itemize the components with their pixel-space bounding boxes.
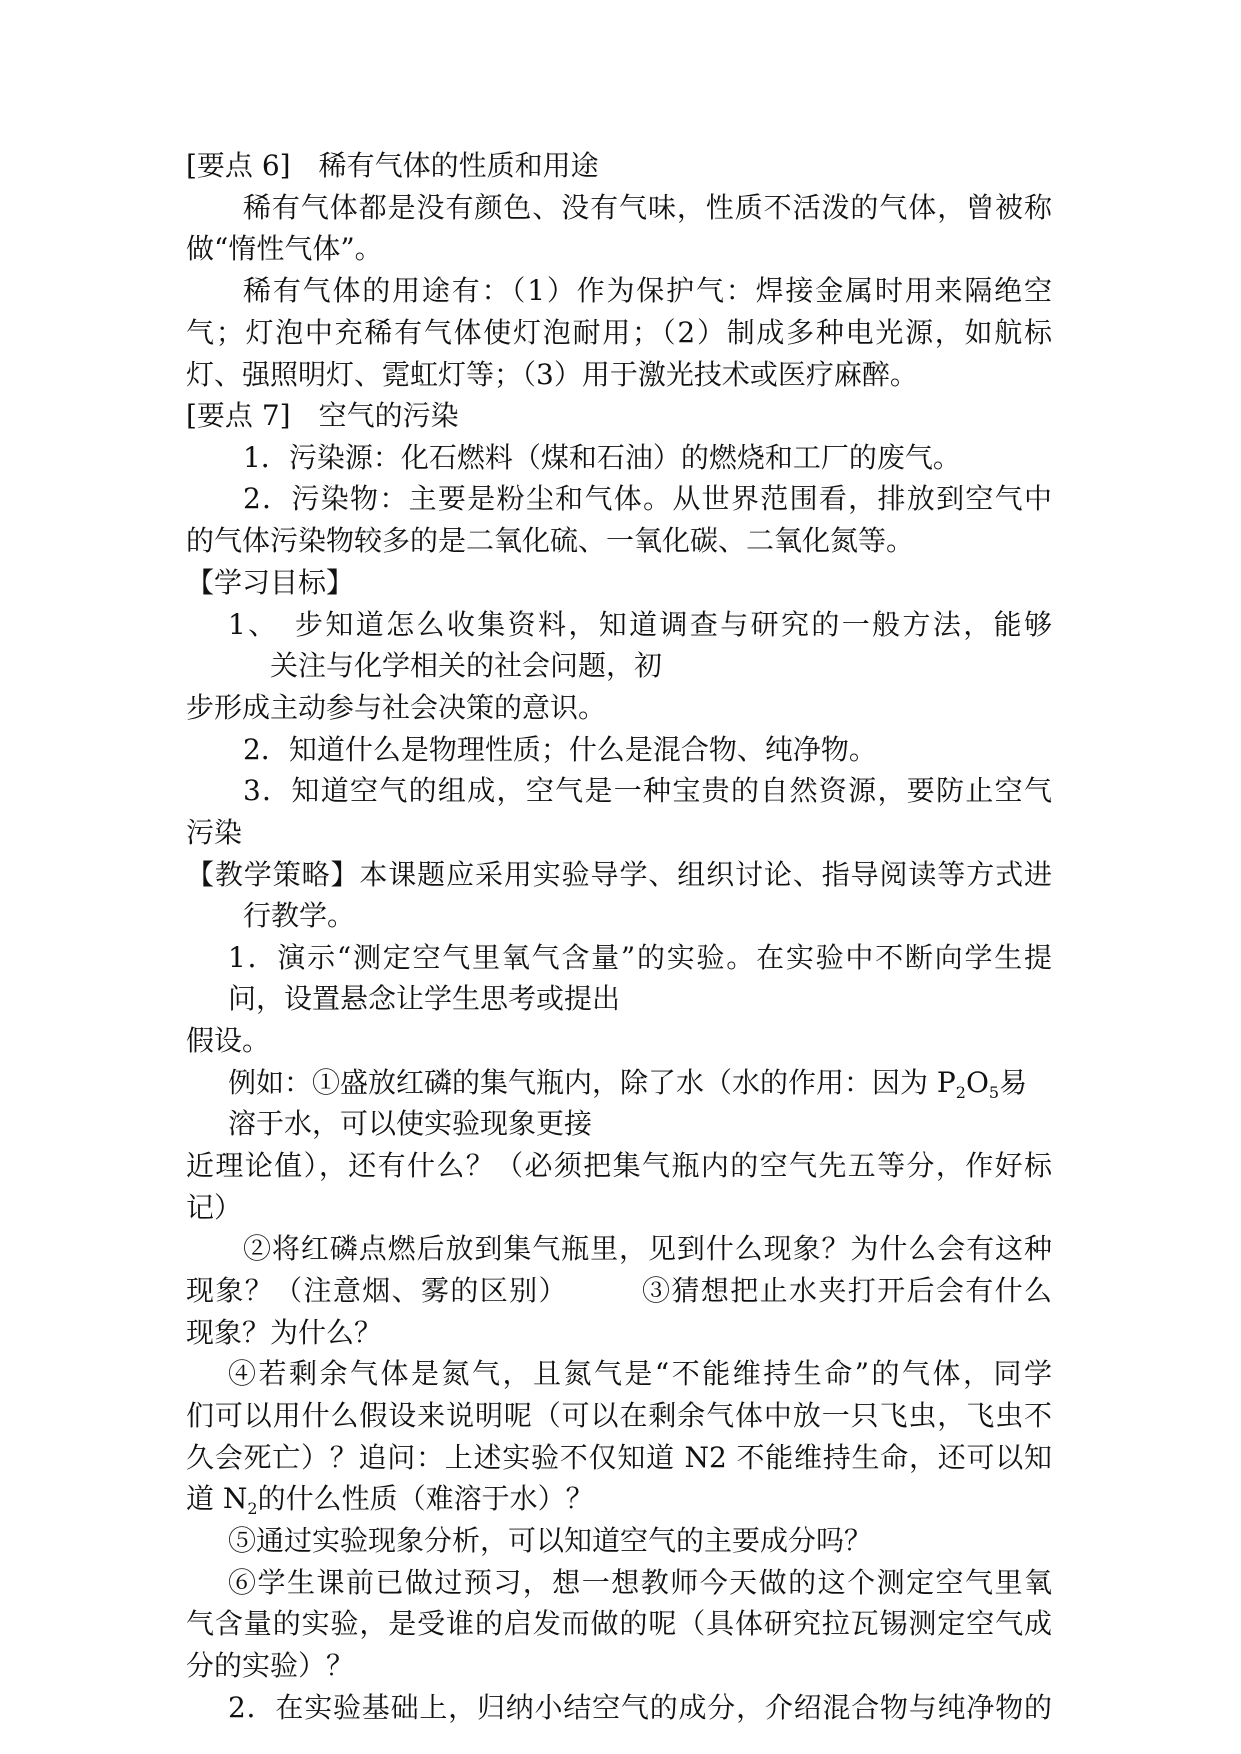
- paragraph-line: 2．在实验基础上，归纳小结空气的成分，介绍混合物与纯净物的: [228, 1691, 1052, 1724]
- paragraph-line: 气；灯泡中充稀有气体使灯泡耐用；（2）制成多种电光源，如航标: [186, 316, 1052, 349]
- paragraph-line: ⑥学生课前已做过预习，想一想教师今天做的这个测定空气里氧: [228, 1566, 1052, 1599]
- list-item-continuation: 关注与化学相关的社会问题，初: [270, 649, 663, 682]
- paragraph-line: 溶于水，可以使实验现象更接: [228, 1107, 593, 1140]
- list-item: 1、 步知道怎么收集资料，知道调查与研究的一般方法，能够: [228, 608, 1052, 641]
- paragraph-line-with-formula: 例如：①盛放红磷的集气瓶内，除了水（水的作用：因为 $P_2O_5$易: [228, 1066, 1028, 1102]
- paragraph-line: 1．污染源：化石燃料（煤和石油）的燃烧和工厂的废气。: [243, 441, 961, 474]
- paragraph-line: 近理论值），还有什么？（必须把集气瓶内的空气先五等分，作好标: [186, 1149, 1052, 1182]
- paragraph-line: 问，设置悬念让学生思考或提出: [228, 982, 621, 1015]
- heading-key-point-6: [要点 6] 稀有气体的性质和用途: [186, 149, 599, 182]
- paragraph-line: ⑤通过实验现象分析，可以知道空气的主要成分吗？: [228, 1524, 873, 1557]
- list-item-continuation: 污染: [186, 816, 243, 849]
- paragraph-line: 记）: [186, 1191, 243, 1224]
- paragraph-line: 分的实验）？: [186, 1649, 355, 1682]
- paragraph-line: 行教学。: [243, 899, 356, 932]
- paragraph-line: ④若剩余气体是氮气，且氮气是“不能维持生命”的气体，同学: [228, 1357, 1052, 1390]
- paragraph-line: 做“惰性气体”。: [186, 232, 383, 265]
- paragraph-line: 1．演示“测定空气里氧气含量”的实验。在实验中不断向学生提: [228, 941, 1052, 974]
- list-item: 3．知道空气的组成，空气是一种宝贵的自然资源，要防止空气: [243, 774, 1052, 807]
- paragraph-line: 久会死亡）？追问：上述实验不仅知道 N2 不能维持生命，还可以知: [186, 1441, 1052, 1474]
- paragraph-line: 灯、强照明灯、霓虹灯等；（3）用于激光技术或医疗麻醉。: [186, 358, 918, 391]
- section-heading-learning-goals: 【学习目标】: [186, 566, 355, 599]
- heading-key-point-7: [要点 7] 空气的污染: [186, 399, 459, 432]
- paragraph-line-with-formula: 道 $N_2$的什么性质（难溶于水）？: [186, 1482, 594, 1518]
- section-heading-teaching-strategy: 【教学策略】本课题应采用实验导学、组织讨论、指导阅读等方式进: [186, 858, 1052, 891]
- paragraph-line: 稀有气体都是没有颜色、没有气味，性质不活泼的气体，曾被称: [243, 191, 1052, 224]
- paragraph-line: 气含量的实验，是受谁的启发而做的呢（具体研究拉瓦锡测定空气成: [186, 1607, 1052, 1640]
- paragraph-line: 假设。: [186, 1024, 271, 1057]
- paragraph-line: 现象？为什么？: [186, 1316, 383, 1349]
- paragraph-line: ②将红磷点燃后放到集气瓶里，见到什么现象？为什么会有这种: [243, 1232, 1052, 1265]
- paragraph-line: 现象？（注意烟、雾的区别） ③猜想把止水夹打开后会有什么: [186, 1274, 1052, 1307]
- paragraph-line: 的气体污染物较多的是二氧化硫、一氧化碳、二氧化氮等。: [186, 524, 915, 557]
- paragraph-line: 们可以用什么假设来说明呢（可以在剩余气体中放一只飞虫，飞虫不: [186, 1399, 1052, 1432]
- paragraph-line: 2．污染物：主要是粉尘和气体。从世界范围看，排放到空气中: [243, 482, 1052, 515]
- list-item-continuation: 步形成主动参与社会决策的意识。: [186, 691, 607, 724]
- list-item: 2．知道什么是物理性质；什么是混合物、纯净物。: [243, 733, 877, 766]
- paragraph-line: 稀有气体的用途有：（1）作为保护气：焊接金属时用来隔绝空: [243, 274, 1052, 307]
